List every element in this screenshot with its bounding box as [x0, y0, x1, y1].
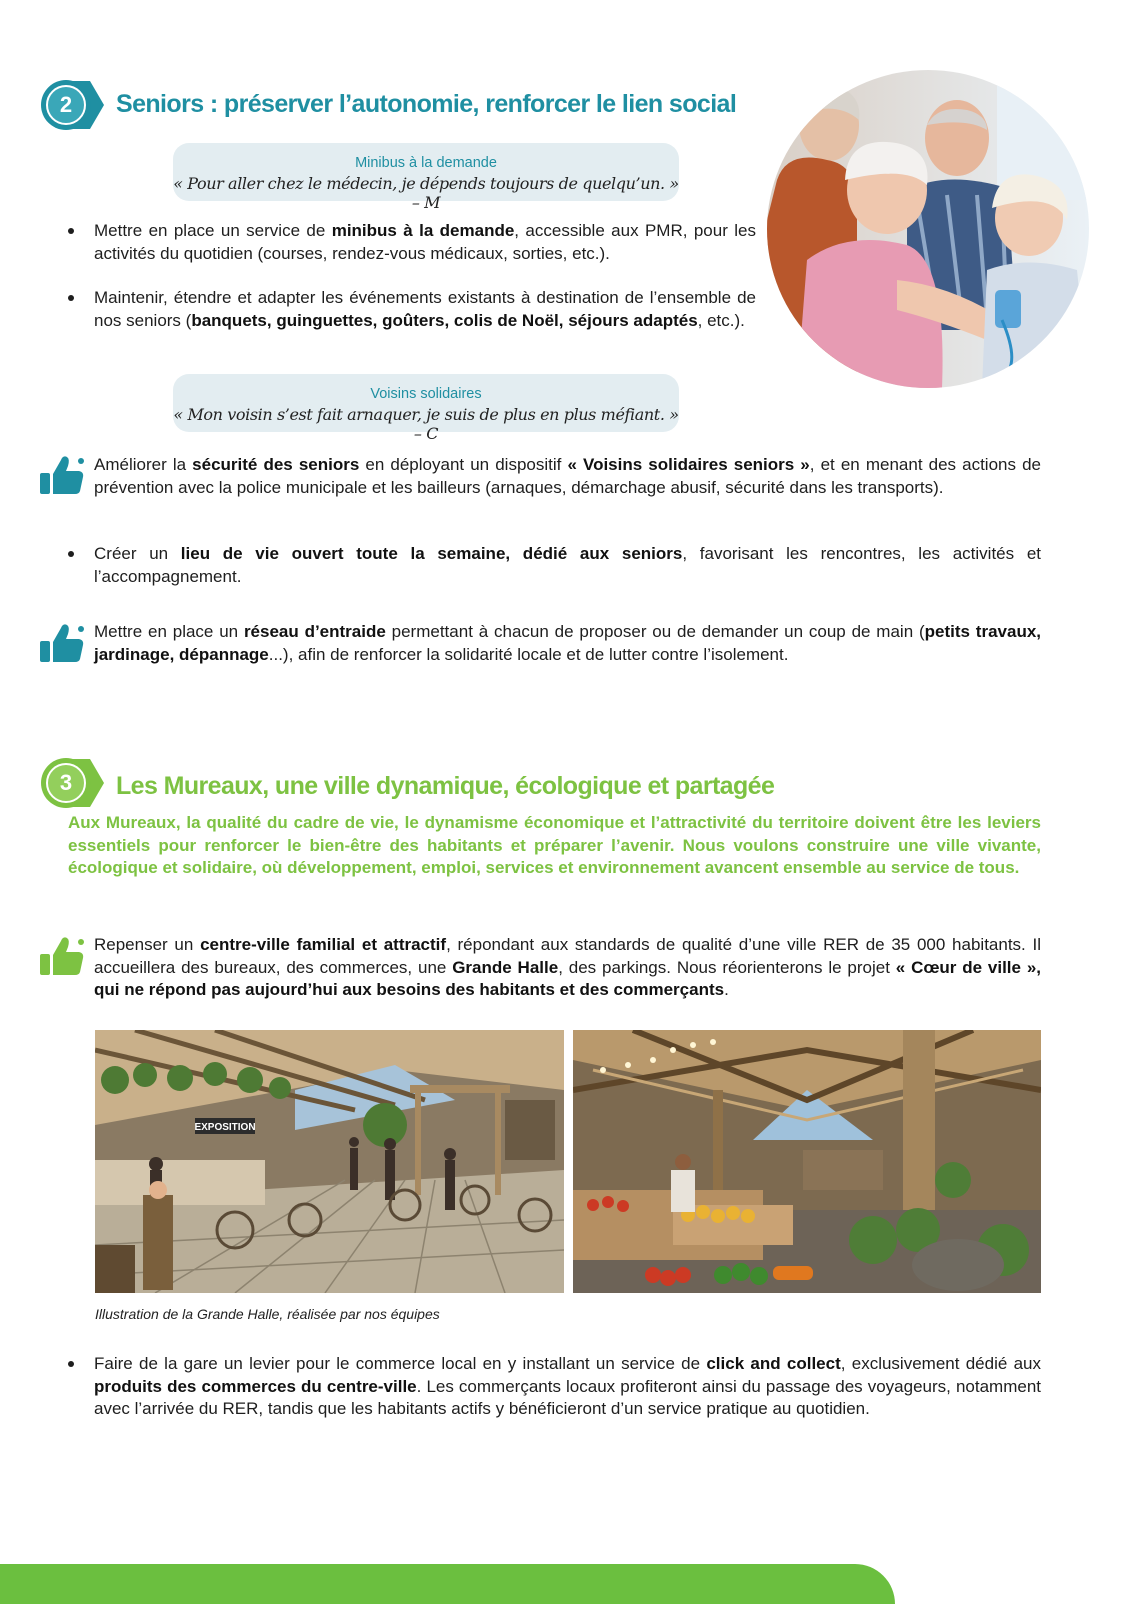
- paragraph-centre-ville: [94, 934, 1041, 1002]
- text: , accessible aux PMR, pour les activités du quotidien (courses, rendez-vous médicaux, sorties, etc.).: [94, 221, 756, 263]
- text: , exclusivement dédié aux: [840, 1354, 1041, 1373]
- section-2-title: Seniors : préserver l’autonomie, renforcer le lien social: [116, 90, 737, 118]
- text: , des parkings. Nous réorienterons le projet: [558, 957, 896, 977]
- text: Améliorer la: [94, 455, 193, 474]
- seniors-photo: [767, 70, 1089, 388]
- thumbs-up-icon: [39, 454, 85, 496]
- quote-text: « Pour aller chez le médecin, je dépends toujours de quelqu’un. » – M: [173, 174, 679, 212]
- grande-halle-image-2: [573, 1030, 1041, 1293]
- exposition-sign: EXPOSITION: [194, 1122, 256, 1133]
- paragraph-events: [94, 287, 756, 332]
- footer-bar: [0, 1564, 895, 1604]
- bold-text: centre-ville familial et attractif: [200, 935, 447, 954]
- thumbs-up-icon: [39, 622, 85, 664]
- bold-text: « Cœur de ville », qui ne répond pas aujourd’hui aux besoins des habitants et des commerçants: [94, 957, 1042, 999]
- bullet-dot: [68, 228, 74, 234]
- text: en déployant un dispositif: [359, 455, 568, 474]
- bullet-dot: [68, 295, 74, 301]
- text: Mettre en place un: [94, 622, 244, 641]
- text: . Les commerçants locaux profiteront ainsi du passage des voyageurs, notamment avec l’arrivée du RER, tandis que les habitants actifs y bénéficieront d’un service pratique au quotidien.: [94, 1376, 1042, 1418]
- quote-label: Minibus à la demande: [355, 155, 497, 171]
- text: , etc.).: [697, 310, 745, 330]
- paragraph-lieu-de-vie: [94, 543, 1041, 588]
- quote-label: Voisins solidaires: [370, 386, 482, 402]
- grande-halle-image-1: [95, 1030, 564, 1293]
- paragraph-gare: [94, 1353, 1041, 1421]
- section-3-title: Les Mureaux, une ville dynamique, écologique et partagée: [116, 772, 775, 800]
- bold-text: lieu de vie ouvert toute la semaine, dédié aux seniors: [180, 544, 683, 563]
- bullet-dot: [68, 551, 74, 557]
- text: , et en menant des actions de prévention avec la police municipale et les bailleurs (arnaques, démarchage abusif, sécurité dans les transports).: [94, 455, 1041, 497]
- paragraph-minibus: [94, 220, 756, 265]
- text: , favorisant les rencontres, les activités et l’accompagnement.: [94, 544, 1042, 586]
- text: , répondant aux standards de qualité d’une ville RER de 35 000 habitants. Il accueillera des bureaux, des commerces, une: [94, 935, 1041, 977]
- thumbs-up-icon: [39, 935, 85, 977]
- section-2-badge: [40, 79, 102, 131]
- section-3-intro: Aux Mureaux, la qualité du cadre de vie, le dynamisme économique et l’attractivité du territoire doivent être les leviers essentiels pour renforcer le bien-être des habitants et préparer l’avenir. Nous voulons construire une ville vivante, écologique et solidaire, où développement, emploi, services et environnement avancent ensemble au service de tous.: [68, 813, 1041, 877]
- quote-text: « Mon voisin s’est fait arnaquer, je suis de plus en plus méfiant. » – C: [173, 405, 679, 443]
- text: Mettre en place un service de: [94, 221, 332, 240]
- paragraph-securite: [94, 454, 1041, 499]
- section-number: 2: [59, 92, 73, 117]
- text: Repenser un: [94, 935, 201, 954]
- text: ...), afin de renforcer la solidarité locale et de lutter contre l’isolement.: [268, 644, 789, 664]
- bold-text: produits des commerces du centre-ville: [94, 1376, 417, 1396]
- section-3-badge: [40, 757, 102, 809]
- bold-text: minibus à la demande: [331, 221, 515, 240]
- text: Maintenir, étendre et adapter les événements existants à destination de l’ensemble de nos seniors (: [94, 288, 756, 330]
- text: Faire de la gare un levier pour le commerce local en y installant un service de: [94, 1354, 707, 1373]
- text: .: [724, 980, 729, 999]
- bold-text: réseau d’entraide: [243, 622, 386, 641]
- bold-text: banquets, guinguettes, goûters, colis de Noël, séjours adaptés: [191, 310, 698, 330]
- quote-box-voisins: [173, 374, 679, 443]
- bold-text: « Voisins solidaires seniors »: [567, 455, 810, 474]
- paragraph-entraide: [94, 621, 1041, 666]
- bold-text: petits travaux, jardinage, dépannage: [94, 622, 1042, 664]
- bold-text: sécurité des seniors: [192, 455, 360, 474]
- bullet-dot: [68, 1361, 74, 1367]
- bold-text: click and collect: [706, 1354, 841, 1373]
- text: Créer un: [94, 544, 181, 563]
- bold-text: Grande Halle: [452, 957, 559, 977]
- text: permettant à chacun de proposer ou de demander un coup de main (: [385, 622, 925, 641]
- image-caption: Illustration de la Grande Halle, réalisée par nos équipes: [95, 1306, 440, 1322]
- section-number: 3: [59, 770, 73, 795]
- quote-box-minibus: [173, 143, 679, 212]
